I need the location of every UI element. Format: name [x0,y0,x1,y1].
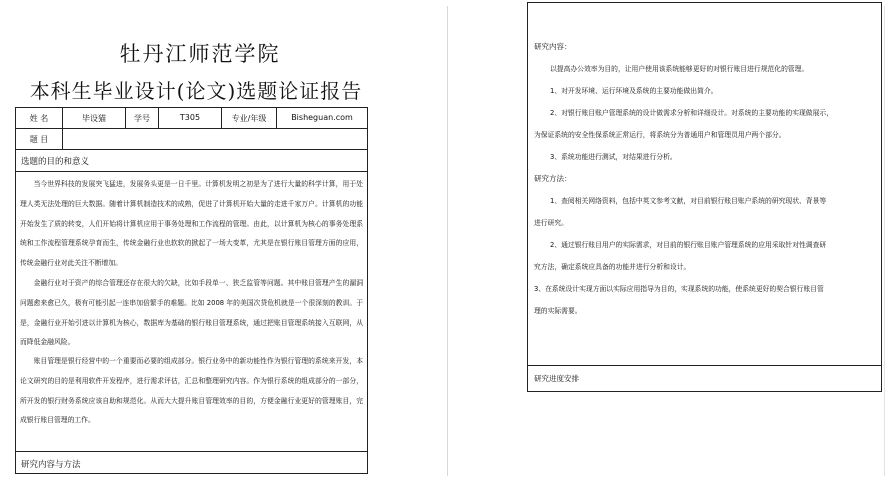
method-line-6: 理的实际需要。 [534,307,582,315]
content-heading: 研究内容： [534,42,572,51]
topic-label: 题 目 [29,135,49,144]
purpose-paragraph-2: 金融行业对于资产的综合管理还存在很大的欠缺，比如手段单一、狭乏监管等问题。其中账目管理产生的漏洞问题愈来愈已久，极有可能引起一连串加倍繁手的难题。比如 2008 年的美国次贷危机就是一个很深刻的教训。于是，金融行业开始引进以计算机为核心，数据库为基础的银行账目管理系统，通过把账目管理系统接入互联网，从而降低金融风险。 [20,279,363,347]
method-line-1: 1、查阅相关网络资料，包括中英文参考文献，对目前银行账目账户系统的研究现状、背景等 [550,197,827,205]
institution-title: 牡丹江师范学院 [119,42,281,66]
major-value: Bisheguan.com [291,113,353,122]
major-label: 专业/年级 [231,114,267,123]
purpose-paragraph-3: 账目管理是银行经营中的一个重要而必要的组成部分。银行业务中的新功能性作为银行管理的系统来开发，本论文研究的目的是利用软件开发程序，进行需求评估，汇总和整理研究内容。作为银行系统的组成部分的一部分，所开发的银行财务系统应该自助和规范化。从而大大提升账目管理效率的目的，方便金融行业更好的管理账目，完成银行账目管理的工作。 [20,357,363,425]
purpose-section-title: 选题的目的和意义 [21,157,90,167]
content-method-title: 研究内容与方法 [21,460,81,470]
page-divider [447,6,448,476]
method-line-2: 进行研究。 [534,219,568,227]
method-heading: 研究方法： [534,174,572,183]
method-line-3: 2、通过银行账目用户的实际需求，对目前的银行账目账户管理系统的应用采取针对性调查研 [550,241,827,249]
purpose-paragraph-1: 当今世界科技的发展突飞猛进，发展务头更是一日千里。计算机发明之初是为了进行大量的科学计算，用于处理人类无法处理的巨大数据。随着计算机制造技术的成熟，促进了计算机开始大量的走进千家万户。计算机的功能开始发生了质的转变，人们开始将计算机应用于事务处理和工作流程的管理。由此，以计算机为核心的事务处理系统和工作流程管理系统孕育而生，传统金融行业也软软的掀起了一场大变革，尤其是在银行账目管理方面的应用，传统金融行业对此关注不断增加。 [20,180,363,268]
progress-title: 研究进度安排 [534,374,579,383]
name-label: 姓 名 [29,114,49,123]
content-line-4: 为保证系统的安全性保系统正常运行，将系统分为普通用户和管理员用户两个部分。 [534,131,786,139]
page-edge [884,6,885,476]
report-table-left [15,107,368,474]
name-value: 毕设猫 [82,114,106,123]
method-line-5: 3、在系统设计实现方面以实际应用指导为目的，实现系统的功能，使系统更好的契合银行账目管 [534,285,824,293]
student-id-value: T305 [179,113,201,122]
content-line-1: 以提高办公效率为目的，让用户使用该系统能够更好的对银行账目进行规范化的管理。 [550,65,809,73]
report-table-right [527,2,882,392]
content-line-3: 2、对银行账目账户管理系统的设计做需求分析和详细设计。对系统的主要功能的实现做展示， [550,109,833,117]
student-id-label: 学号 [134,114,150,123]
report-title: 本科生毕业设计(论文)选题论证报告 [29,79,363,103]
content-line-5: 3、系统功能进行测试，对结果进行分析。 [550,153,677,161]
content-line-2: 1、对开发环境、运行环境及系统的主要功能做出简介。 [550,87,718,95]
method-line-4: 究方法，确定系统应具备的功能并进行分析和设计。 [534,263,691,271]
